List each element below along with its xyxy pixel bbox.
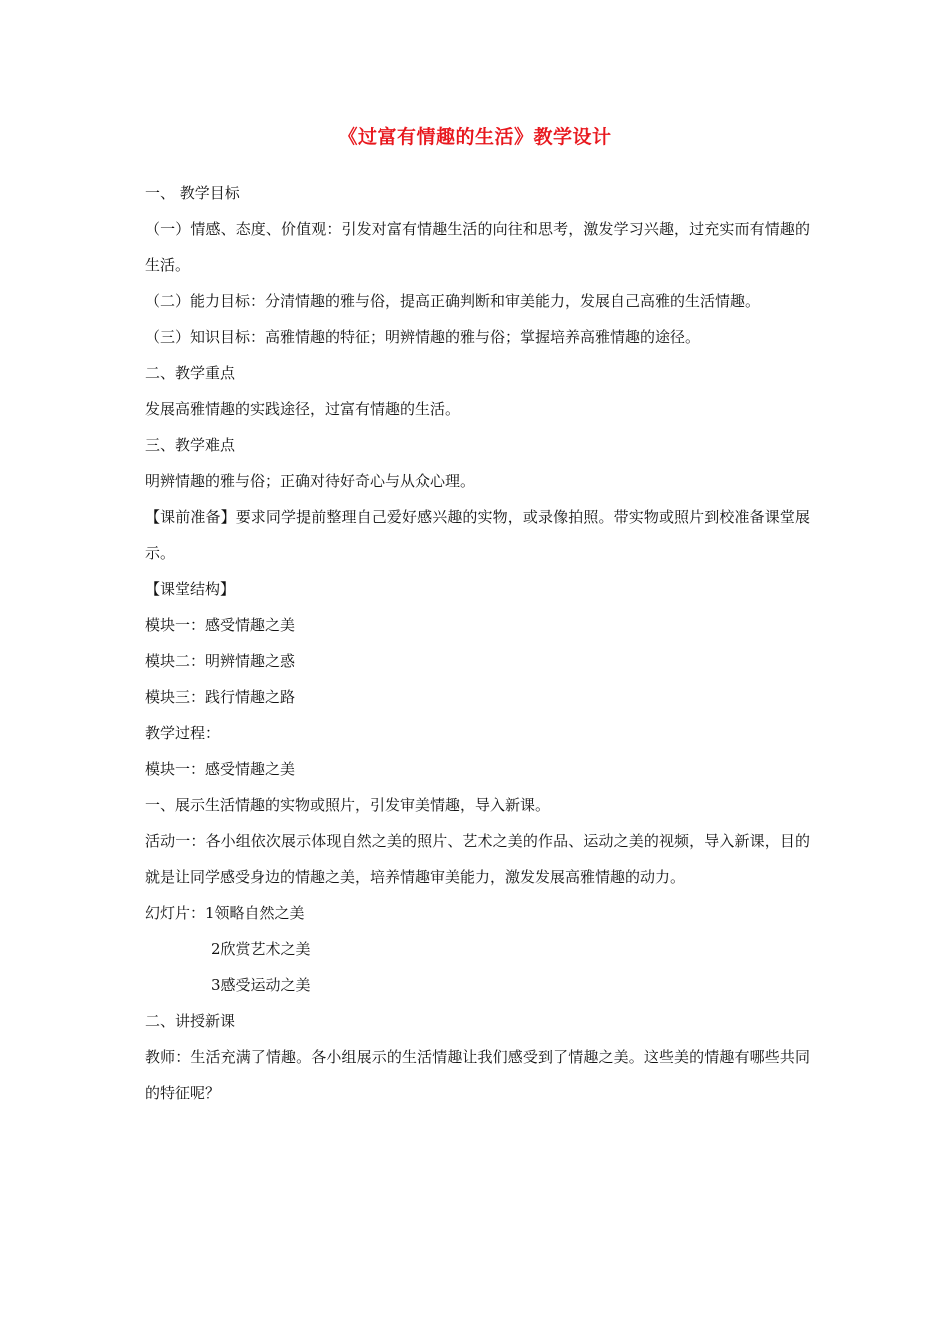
key-points-text: 发展高雅情趣的实践途径，过富有情趣的生活。 bbox=[145, 400, 461, 418]
module-two-line: 模块二：明辨情趣之惑 bbox=[145, 652, 296, 670]
process-heading: 教学过程： bbox=[145, 724, 221, 742]
section-heading-objectives: 一、 教学目标 bbox=[145, 184, 240, 202]
step-two-heading: 二、讲授新课 bbox=[145, 1012, 236, 1030]
objective-ability: （二）能力目标：分清情趣的雅与俗，提高正确判断和审美能力，发展自己高雅的生活情趣。 bbox=[145, 292, 761, 310]
teacher-text: 教师：生活充满了情趣。各小组展示的生活情趣让我们感受到了情趣之美。这些美的情趣有哪些共同的特征呢？ bbox=[145, 1048, 810, 1102]
process-module-one: 模块一：感受情趣之美 bbox=[145, 760, 296, 778]
structure-heading: 【课堂结构】 bbox=[145, 580, 236, 598]
step-one-text: 一、展示生活情趣的实物或照片，引发审美情趣，导入新课。 bbox=[145, 796, 551, 814]
objective-knowledge: （三）知识目标：高雅情趣的特征；明辨情趣的雅与俗；掌握培养高雅情趣的途径。 bbox=[145, 328, 701, 346]
difficulties-text: 明辨情趣的雅与俗；正确对待好奇心与从众心理。 bbox=[145, 472, 476, 490]
module-three-line: 模块三：践行情趣之路 bbox=[145, 688, 296, 706]
section-heading-key-points: 二、教学重点 bbox=[145, 364, 236, 382]
objective-emotion: （一）情感、态度、价值观：引发对富有情趣生活的向往和思考，激发学习兴趣，过充实而有情趣的生活。 bbox=[145, 220, 810, 274]
preparation-text: 【课前准备】要求同学提前整理自己爱好感兴趣的实物，或录像拍照。带实物或照片到校准备课堂展示。 bbox=[145, 508, 810, 562]
section-heading-difficulties: 三、教学难点 bbox=[145, 436, 236, 454]
slide-item-2: 2欣赏艺术之美 bbox=[211, 940, 311, 958]
document-body bbox=[145, 175, 810, 1111]
slide-item-1: 幻灯片：1领略自然之美 bbox=[145, 904, 305, 922]
slide-item-3: 3感受运动之美 bbox=[211, 976, 311, 994]
document-title: 《过富有情趣的生活》教学设计 bbox=[338, 126, 612, 148]
activity-one-text: 活动一：各小组依次展示体现自然之美的照片、艺术之美的作品、运动之美的视频，导入新课，目的就是让同学感受身边的情趣之美，培养情趣审美能力，激发发展高雅情趣的动力。 bbox=[145, 832, 810, 886]
module-one-line: 模块一：感受情趣之美 bbox=[145, 616, 296, 634]
